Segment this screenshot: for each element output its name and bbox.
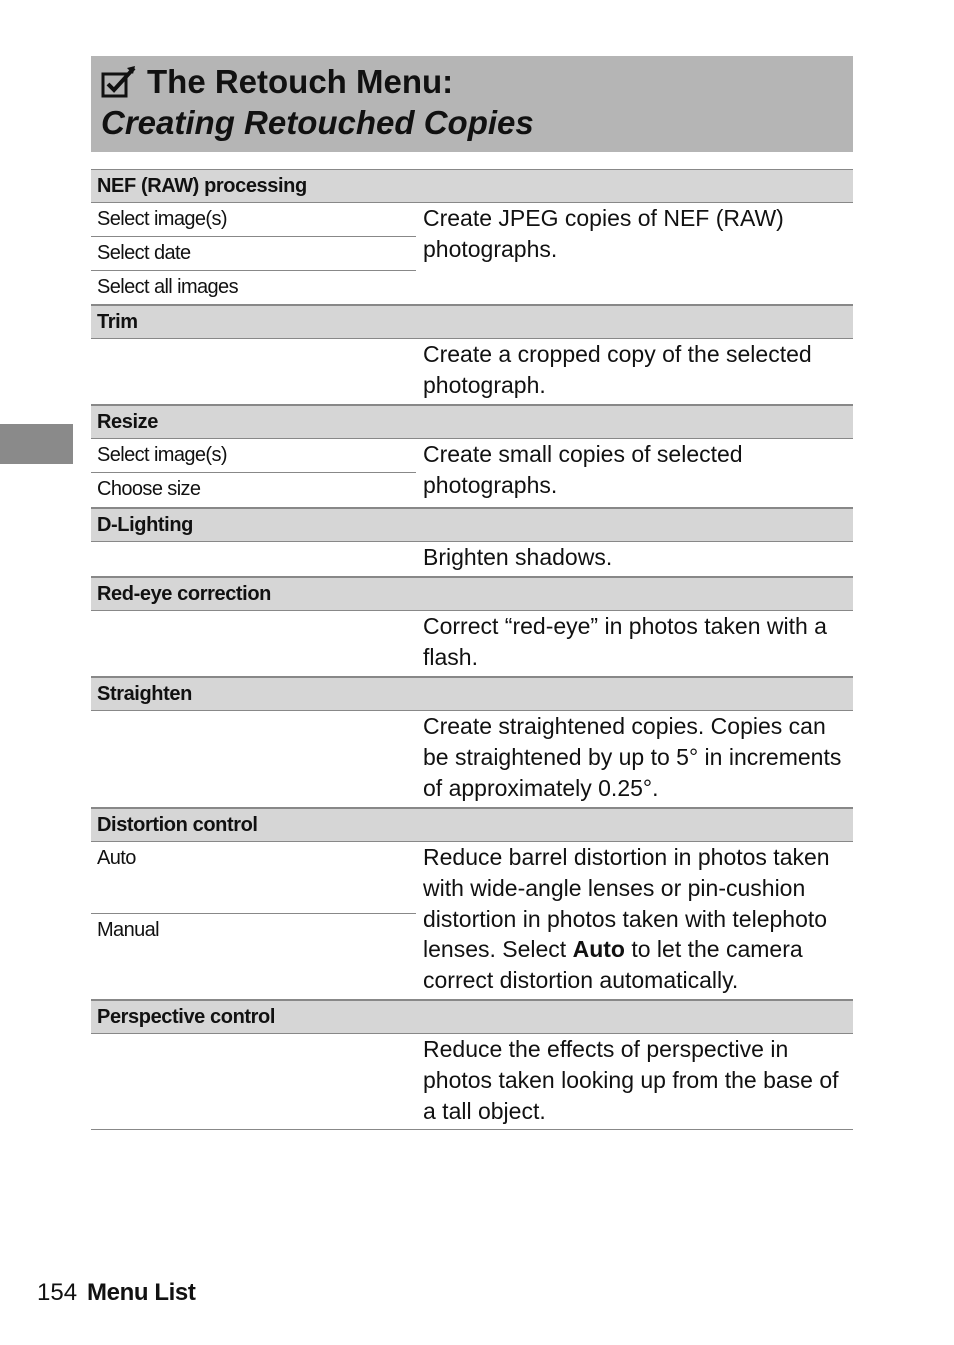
section-heading: Straighten bbox=[91, 677, 853, 711]
auto-emphasis: Auto bbox=[572, 936, 625, 963]
sub-option: Choose size bbox=[97, 478, 201, 500]
sub-option: Select date bbox=[91, 237, 416, 271]
section-description: Create straightened copies. Copies can be straightened by up to 5° in increments of approximately 0.25°. bbox=[423, 713, 842, 801]
section-heading: Red-eye correction bbox=[91, 577, 853, 611]
section-description: Reduce the effects of perspective in photos taken looking up from the base of a tall object. bbox=[423, 1036, 839, 1124]
section-trim bbox=[91, 305, 853, 405]
section-d-lighting bbox=[91, 508, 853, 577]
footer-section-title: Menu List bbox=[87, 1279, 196, 1306]
section-heading: Distortion control bbox=[91, 808, 853, 842]
section-distortion-control bbox=[91, 808, 853, 1000]
sub-option: Select all images bbox=[97, 276, 238, 298]
sub-option: Select image(s) bbox=[91, 203, 416, 237]
section-description: Reduce barrel distortion in photos taken with wide-angle lenses or pin-cushion distortion in photos taken with telephoto lenses. Select Auto to let the camera correct distortion automatically. bbox=[423, 844, 830, 994]
section-description: Correct “red-eye” in photos taken with a flash. bbox=[423, 613, 827, 670]
section-heading: Perspective control bbox=[91, 1000, 853, 1034]
section-description: Create a cropped copy of the selected photograph. bbox=[423, 341, 812, 398]
section-heading: D-Lighting bbox=[91, 508, 853, 542]
section-red-eye-correction bbox=[91, 577, 853, 677]
section-straighten bbox=[91, 677, 853, 808]
section-perspective-control bbox=[91, 1000, 853, 1130]
sub-option: Manual bbox=[97, 919, 159, 941]
page-footer bbox=[37, 1277, 195, 1309]
section-heading: NEF (RAW) processing bbox=[91, 169, 853, 203]
page-title-banner bbox=[91, 56, 853, 152]
retouch-checkmark-icon bbox=[101, 65, 137, 99]
section-heading: Resize bbox=[91, 405, 853, 439]
sub-option: Select image(s) bbox=[91, 439, 416, 473]
section-heading: Trim bbox=[91, 305, 853, 339]
page-number: 154 bbox=[37, 1279, 78, 1306]
chapter-tab bbox=[0, 424, 73, 464]
retouch-menu-table bbox=[91, 169, 853, 1130]
section-resize bbox=[91, 405, 853, 508]
section-description: Create JPEG copies of NEF (RAW) photographs. bbox=[423, 205, 784, 262]
page-title: The Retouch Menu: bbox=[147, 63, 454, 100]
section-description: Brighten shadows. bbox=[423, 544, 613, 570]
sub-option: Auto bbox=[91, 842, 416, 914]
section-description: Create small copies of selected photographs. bbox=[423, 441, 743, 498]
section-nef-raw-processing bbox=[91, 169, 853, 305]
page-subtitle: Creating Retouched Copies bbox=[101, 104, 534, 141]
